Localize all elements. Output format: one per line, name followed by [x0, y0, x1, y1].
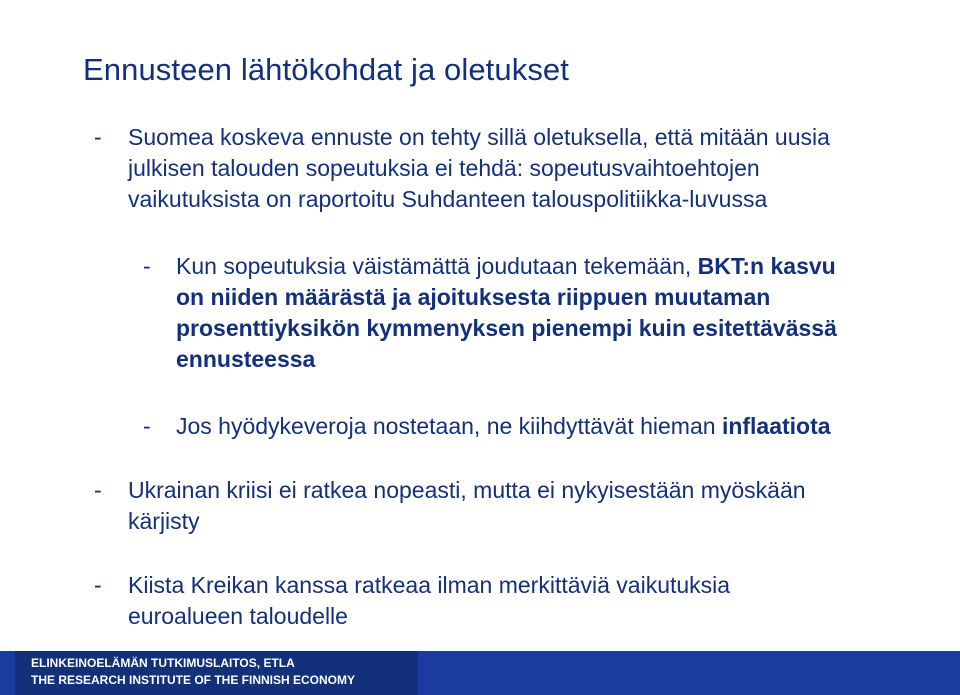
bullet-line: julkisen talouden sopeutuksia ei tehdä: sopeutusvaihtoehtojen: [128, 155, 760, 181]
bullet-text: Kun sopeutuksia väistämättä joudutaan tekemään,: [176, 253, 698, 279]
bullet-text: Jos hyödykeveroja nostetaan, ne kiihdyttävät hieman: [176, 413, 722, 439]
bullet-line: vaikutuksista on raportoitu Suhdanteen talouspolitiikka-luvussa: [128, 186, 768, 212]
bullet-emphasis: BKT:n kasvu: [697, 253, 836, 279]
bullet-line: kärjisty: [128, 508, 200, 534]
bullet-line: Kiista Kreikan kanssa ratkeaa ilman merkittäviä vaikutuksia: [128, 572, 731, 598]
footer-org-name-fi: ELINKEINOELÄMÄN TUTKIMUSLAITOS, ETLA: [31, 656, 295, 670]
bullet-dash: -: [94, 124, 102, 150]
bullet-emphasis-line: prosenttiyksikön kymmenyksen pienempi kuin esitettävässä: [176, 315, 837, 341]
bullet-dash: -: [94, 572, 102, 598]
bullet-dash: -: [94, 477, 102, 503]
bullet-emphasis-line: on niiden määrästä ja ajoituksesta riippuen muutaman: [176, 284, 771, 310]
bullet-line: Ukrainan kriisi ei ratkea nopeasti, mutta ei nykyisestään myöskään: [128, 477, 806, 503]
bullet-line: euroalueen taloudelle: [128, 603, 348, 629]
bullet-emphasis-line: ennusteessa: [176, 346, 316, 372]
slide-title: Ennusteen lähtökohdat ja oletukset: [83, 52, 569, 87]
bullet-dash: -: [143, 253, 151, 279]
bullet-emphasis: inflaatiota: [721, 413, 831, 439]
bullet-line: Suomea koskeva ennuste on tehty sillä oletuksella, että mitään uusia: [128, 124, 830, 150]
footer-org-name-en: THE RESEARCH INSTITUTE OF THE FINNISH ECONOMY: [31, 673, 356, 687]
bullet-dash: -: [143, 413, 151, 439]
